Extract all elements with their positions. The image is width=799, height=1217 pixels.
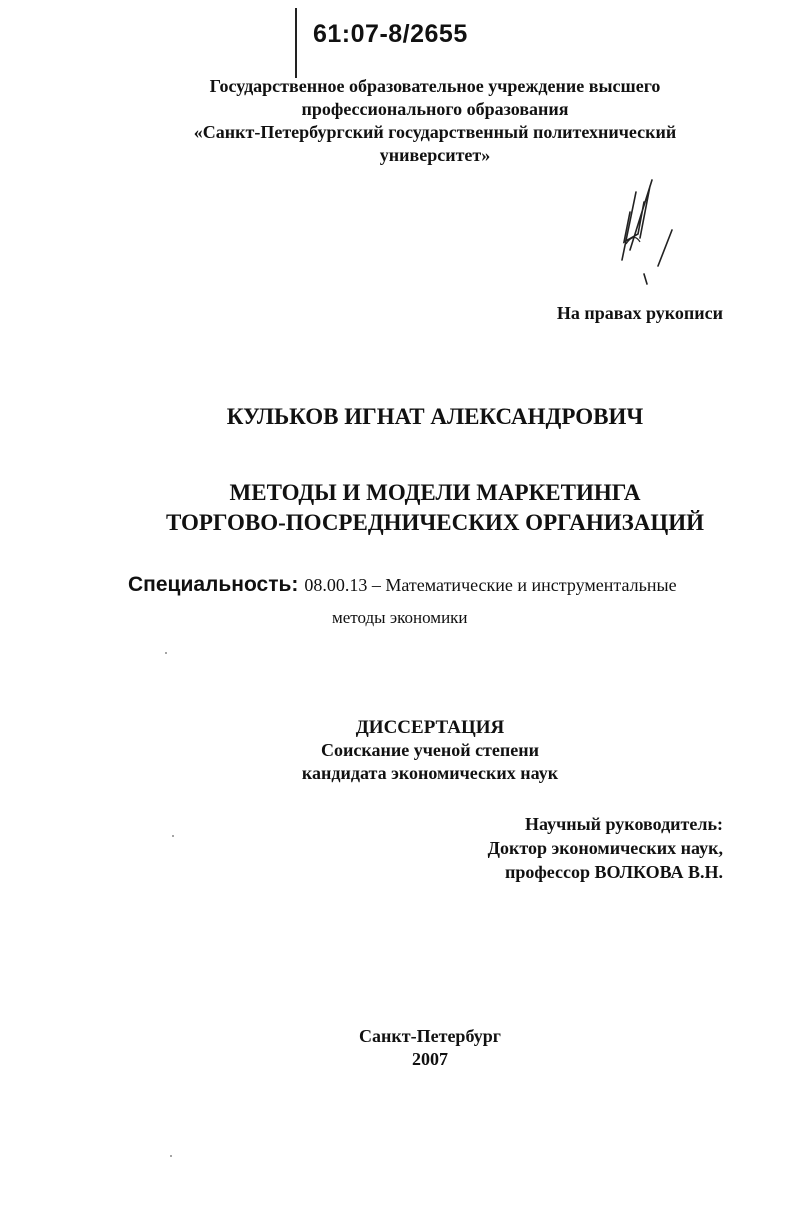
scan-speck (170, 1155, 172, 1157)
signature-mark (600, 172, 690, 292)
institution-line: профессионального образования (301, 99, 569, 119)
specialty-continuation: методы экономики (332, 608, 468, 627)
specialty-code: 08.00.13 – Математические и инструментальные (304, 575, 677, 595)
dissertation-title (120, 478, 750, 538)
degree-line: Соискание ученой степени (321, 740, 539, 760)
year: 2007 (412, 1049, 448, 1069)
city: Санкт-Петербург (359, 1026, 501, 1046)
stamp-divider-line (295, 8, 297, 78)
supervisor-line: профессор ВОЛКОВА В.Н. (504, 862, 723, 882)
scan-speck (165, 652, 167, 654)
supervisor-line: Научный руководитель: (525, 814, 723, 834)
institution-line: Государственное образовательное учреждение высшего (209, 76, 661, 96)
title-line: ТОРГОВО-ПОСРЕДНИЧЕСКИХ ОРГАНИЗАЦИЙ (165, 510, 705, 535)
scan-speck (172, 835, 174, 837)
title-line: МЕТОДЫ И МОДЕЛИ МАРКЕТИНГА (229, 480, 641, 505)
supervisor-line: Доктор экономических наук, (487, 838, 723, 858)
author-name: КУЛЬКОВ ИГНАТ АЛЕКСАНДРОВИЧ (226, 404, 644, 429)
dissertation-heading: ДИССЕРТАЦИЯ (355, 717, 505, 738)
archive-stamp-number: 61:07-8/2655 (313, 20, 468, 48)
specialty-line (128, 573, 728, 597)
specialty-label: Специальность: (128, 573, 299, 596)
institution-line: «Санкт-Петербургский государственный политехнический (193, 122, 677, 142)
degree-line: кандидата экономических наук (301, 763, 559, 783)
institution-block (150, 75, 720, 167)
supervisor-block (400, 812, 723, 884)
institution-line: университет» (379, 145, 491, 165)
rights-note: На правах рукописи (556, 303, 723, 323)
footer-block (180, 1025, 680, 1071)
dissertation-block (180, 716, 680, 785)
